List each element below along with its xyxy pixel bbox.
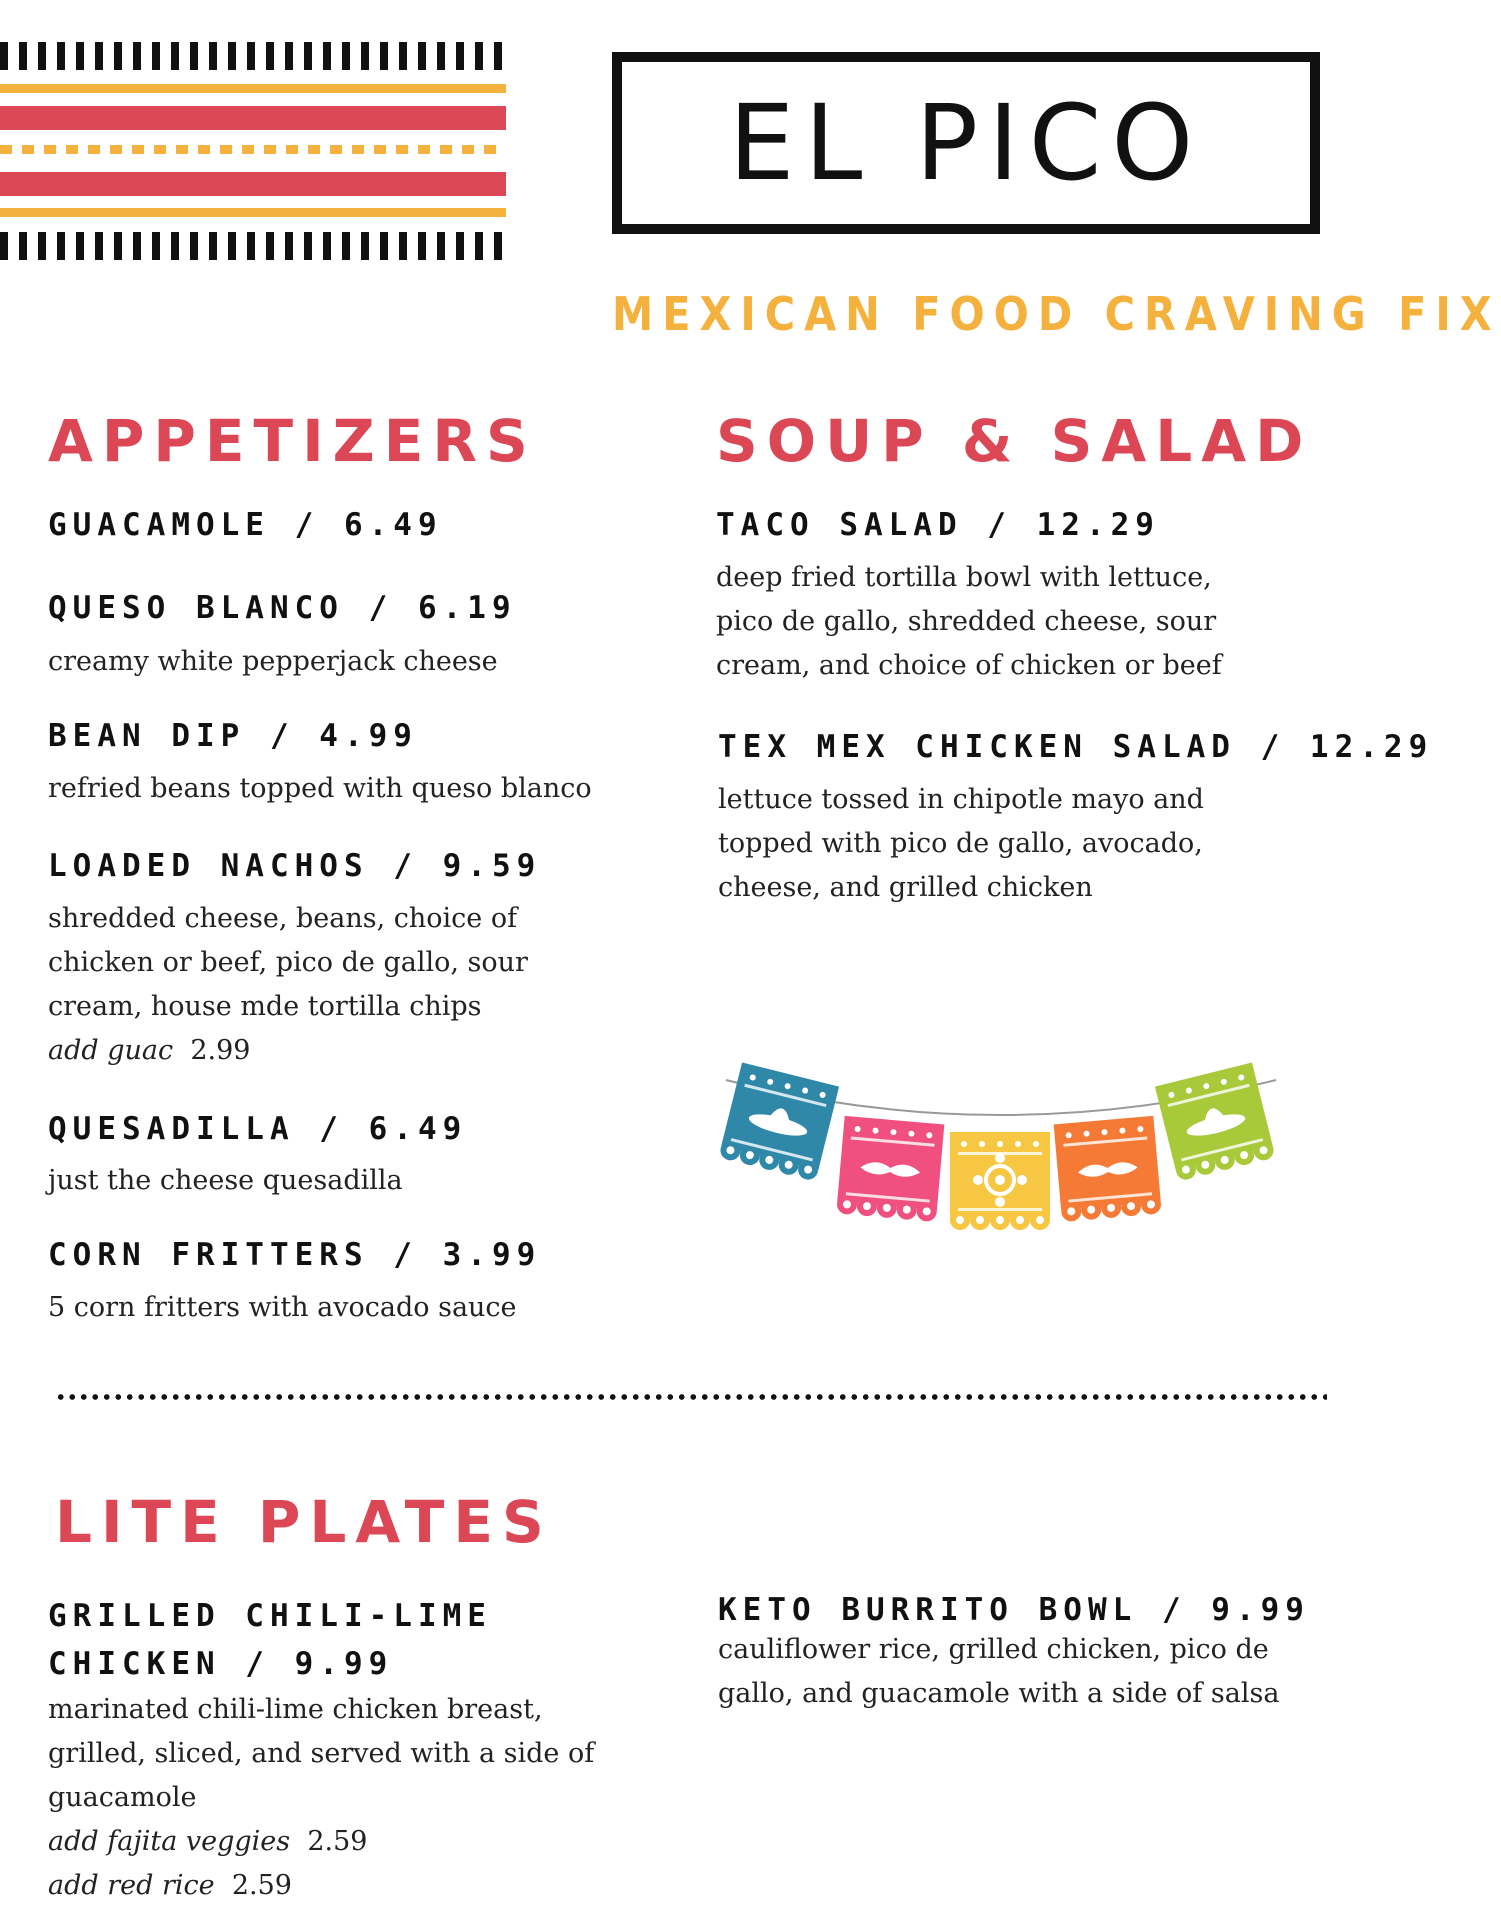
- menu-item-name: CORN FRITTERS / 3.99: [48, 1237, 542, 1273]
- menu-item-name: GUACAMOLE / 6.49: [48, 507, 443, 543]
- yellow-dashed-stripe: [0, 145, 506, 154]
- flower-icon: [950, 1132, 1050, 1236]
- bottom-tick-stripe: [0, 232, 506, 260]
- addon-line: add fajita veggies 2.59: [48, 1826, 368, 1857]
- tagline: MEXICAN FOOD CRAVING FIX: [612, 287, 1501, 341]
- menu-item-name: KETO BURRITO BOWL / 9.99: [718, 1592, 1310, 1628]
- yellow-stripe: [0, 208, 506, 217]
- mustache-flag: [836, 1116, 945, 1228]
- menu-item-name: QUESO BLANCO / 6.19: [48, 590, 517, 626]
- menu-item-description: lettuce tossed in chipotle mayo and topped with pico de gallo, avocado, cheese, and grilled chicken: [718, 784, 1204, 903]
- addon-line: add red rice 2.59: [48, 1870, 292, 1901]
- menu-item-description: just the cheese quesadilla: [48, 1165, 403, 1196]
- flower-flag: [950, 1132, 1050, 1236]
- menu-item-name: QUESADILLA / 6.49: [48, 1111, 468, 1147]
- menu-item-description: shredded cheese, beans, choice of chicken or beef, pico de gallo, sour cream, house mde tortilla chips add guac 2.99: [48, 897, 528, 1073]
- mustache-flag: [1054, 1116, 1163, 1228]
- mustache-icon: [836, 1116, 945, 1228]
- menu-item-description: refried beans topped with queso blanco: [48, 773, 592, 804]
- menu-item-description: creamy white pepperjack cheese: [48, 646, 498, 677]
- menu-item-description: cauliflower rice, grilled chicken, pico de gallo, and guacamole with a side of salsa: [718, 1634, 1280, 1709]
- top-tick-stripe: [0, 42, 506, 70]
- menu-item-name: LOADED NACHOS / 9.59: [48, 848, 542, 884]
- red-stripe: [0, 106, 506, 130]
- yellow-stripe: [0, 84, 506, 93]
- mustache-icon: [1054, 1116, 1163, 1228]
- menu-item-name: TACO SALAD / 12.29: [716, 507, 1160, 543]
- menu-item-description: 5 corn fritters with avocado sauce: [48, 1292, 517, 1323]
- menu-item-name: BEAN DIP / 4.99: [48, 718, 418, 754]
- menu-item-name: TEX MEX CHICKEN SALAD / 12.29: [718, 729, 1434, 765]
- addon-line: add guac 2.99: [48, 1035, 251, 1066]
- menu-item-name: GRILLED CHILI-LIME CHICKEN / 9.99: [48, 1598, 492, 1682]
- soup-salad-title: SOUP & SALAD: [716, 407, 1313, 475]
- lite-plates-title: LITE PLATES: [55, 1488, 553, 1556]
- menu-item-description: marinated chili-lime chicken breast, grilled, sliced, and served with a side of guacamole add fajita veggies 2.59 add red rice 2.59: [48, 1688, 594, 1908]
- appetizers-title: APPETIZERS: [48, 407, 537, 475]
- menu-item-description: deep fried tortilla bowl with lettuce, pico de gallo, shredded cheese, sour cream, and choice of chicken or beef: [716, 562, 1222, 681]
- logo: [612, 52, 1320, 234]
- red-stripe: [0, 172, 506, 196]
- logo-text: EL PICO: [728, 82, 1204, 204]
- dotted-divider: [55, 1393, 1327, 1401]
